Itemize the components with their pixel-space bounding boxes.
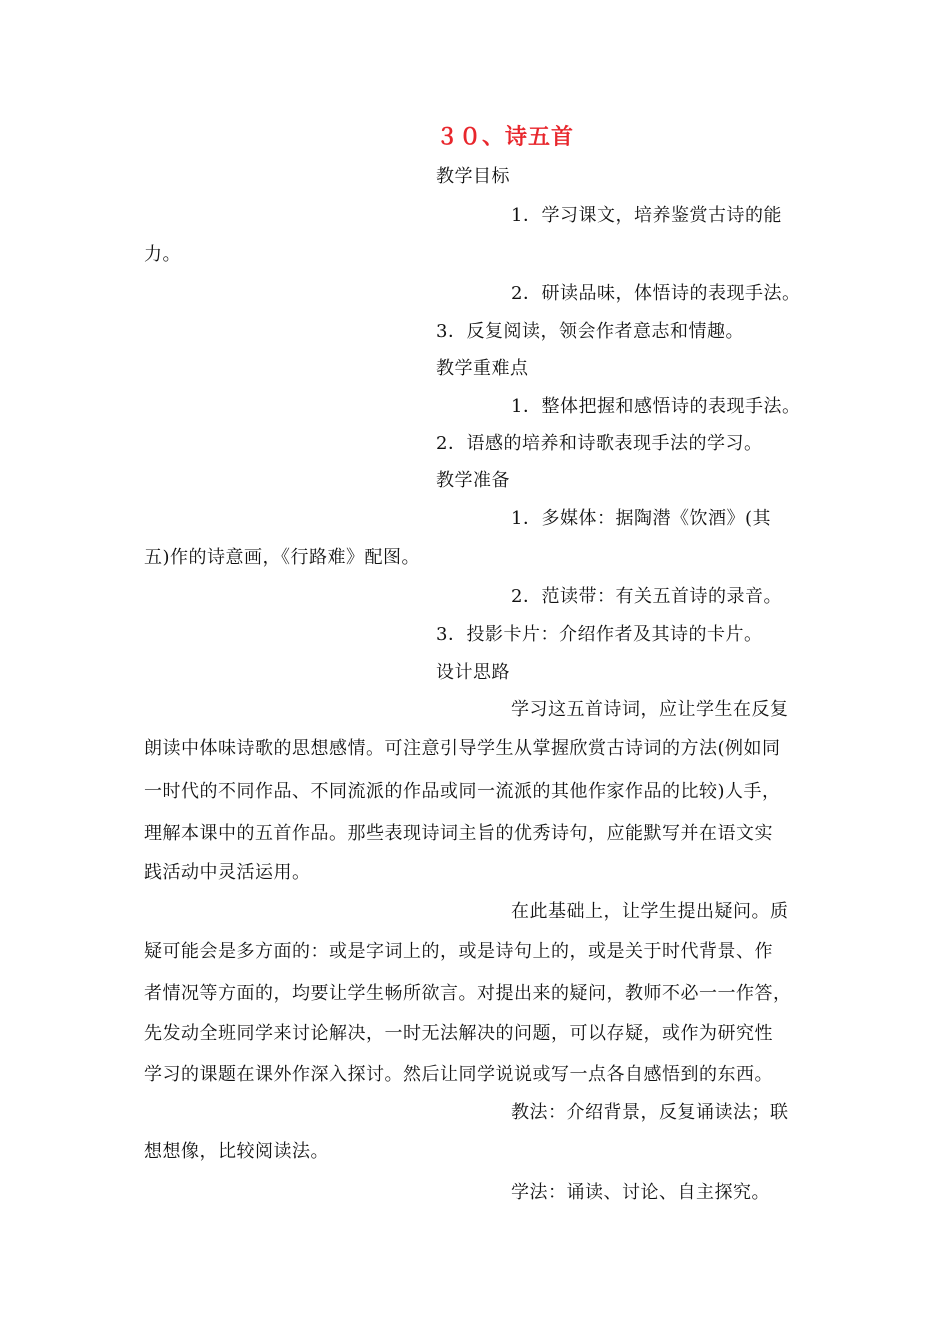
- design-paragraph-2-line-2: 疑可能会是多方面的：或是字词上的，或是诗句上的，或是关于时代背景、作: [144, 941, 773, 962]
- design-paragraph-1-line-1: 学习这五首诗词，应让学生在反复: [511, 699, 789, 720]
- design-paragraph-1-line-2: 朗读中体味诗歌的思想感情。可注意引导学生从掌握欣赏古诗词的方法(例如同: [144, 738, 781, 759]
- section-heading-preparation: 教学准备: [436, 470, 510, 491]
- design-paragraph-2-line-3: 者情况等方面的，均要让学生畅所欲言。对提出来的疑问，教师不必一一作答，: [144, 983, 792, 1004]
- design-paragraph-1-line-3: 一时代的不同作品、不同流派的作品或同一流派的其他作家作品的比较)人手，: [144, 781, 781, 802]
- document-title: ３０、诗五首: [436, 125, 575, 150]
- section-heading-key-points: 教学重难点: [436, 358, 529, 379]
- key-point-2: 2．语感的培养和诗歌表现手法的学习。: [436, 433, 763, 454]
- objective-1-cont: 力。: [144, 244, 181, 265]
- preparation-3: 3．投影卡片：介绍作者及其诗的卡片。: [436, 624, 763, 645]
- design-paragraph-2-line-1: 在此基础上，让学生提出疑问。质: [511, 901, 789, 922]
- teaching-method: 教法：介绍背景，反复诵读法；联: [511, 1102, 789, 1123]
- objective-1: 1．学习课文，培养鉴赏古诗的能: [511, 205, 782, 226]
- preparation-1-cont: 五)作的诗意画，《行路难》配图。: [144, 547, 421, 568]
- section-heading-objectives: 教学目标: [436, 166, 510, 187]
- teaching-method-cont: 想想像，比较阅读法。: [144, 1141, 329, 1162]
- design-paragraph-2-line-5: 学习的课题在课外作深入探讨。然后让同学说说或写一点各自感悟到的东西。: [144, 1064, 773, 1085]
- preparation-1: 1．多媒体：据陶潜《饮酒》(其: [511, 508, 771, 529]
- learning-method: 学法：诵读、讨论、自主探究。: [511, 1182, 770, 1203]
- design-paragraph-1-line-4: 理解本课中的五首作品。那些表现诗词主旨的优秀诗句，应能默写并在语文实: [144, 823, 773, 844]
- key-point-1: 1．整体把握和感悟诗的表现手法。: [511, 396, 801, 417]
- objective-2: 2．研读品味，体悟诗的表现手法。: [511, 283, 801, 304]
- preparation-2: 2．范读带：有关五首诗的录音。: [511, 586, 782, 607]
- design-paragraph-1-line-5: 践活动中灵活运用。: [144, 862, 311, 883]
- section-heading-design: 设计思路: [436, 662, 510, 683]
- objective-3: 3．反复阅读，领会作者意志和情趣。: [436, 321, 744, 342]
- design-paragraph-2-line-4: 先发动全班同学来讨论解决，一时无法解决的问题，可以存疑，或作为研究性: [144, 1023, 773, 1044]
